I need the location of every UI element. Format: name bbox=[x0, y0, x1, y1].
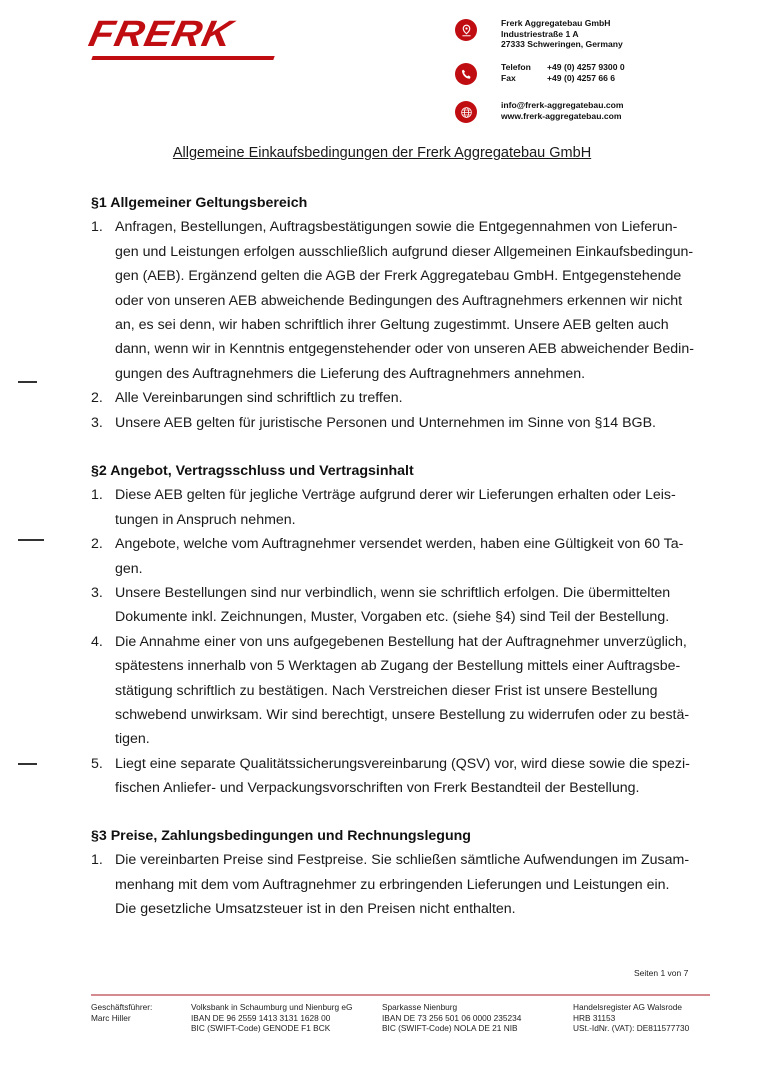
telefon-number[interactable]: +49 (0) 4257 9300 0 bbox=[547, 62, 625, 72]
text-line: Dokumente inkl. Zeichnungen, Muster, Vorgaben etc. (siehe §4) sind Teil der Bestellung. bbox=[115, 609, 670, 626]
item-number: 5. bbox=[91, 755, 103, 772]
item-number: 1. bbox=[91, 219, 103, 236]
item-number: 2. bbox=[91, 390, 103, 407]
footer-bank-volksbank bbox=[191, 1002, 352, 1034]
fold-mark bbox=[18, 381, 37, 383]
text-line: Diese AEB gelten für jegliche Verträge aufgrund derer wir Lieferungen erhalten oder Leis- bbox=[115, 487, 676, 504]
text-line: gungen des Auftragnehmers die Lieferung des Auftragnehmers annehmen. bbox=[115, 365, 586, 382]
footer-line: IBAN DE 96 2559 1413 3131 1628 00 bbox=[191, 1012, 331, 1023]
item-number: 1. bbox=[91, 487, 103, 504]
item-number: 2. bbox=[91, 536, 103, 553]
section-2 bbox=[91, 459, 701, 801]
text-line: Liegt eine separate Qualitätssicherungsvereinbarung (QSV) vor, wird diese sowie die spezi- bbox=[115, 755, 690, 772]
footer-line: Sparkasse Nienburg bbox=[382, 1002, 458, 1012]
contact-address bbox=[455, 18, 623, 49]
footer-line: BIC (SWIFT-Code) GENODE F1 BCK bbox=[191, 1023, 331, 1034]
fax-number: +49 (0) 4257 66 6 bbox=[547, 72, 616, 83]
footer-line: USt.-IdNr. (VAT): DE811577730 bbox=[573, 1023, 690, 1034]
company-name: Frerk Aggregatebau GmbH bbox=[501, 18, 611, 28]
phone-text bbox=[501, 62, 625, 83]
text-line: tigen. bbox=[115, 731, 150, 748]
footer-bank-sparkasse bbox=[382, 1002, 521, 1034]
contact-phone bbox=[455, 62, 625, 85]
page-indicator: Seiten 1 von 7 bbox=[634, 968, 689, 978]
footer-line: IBAN DE 73 256 501 06 0000 235234 bbox=[382, 1012, 522, 1023]
fax-label: Fax bbox=[501, 72, 516, 83]
logo-wordmark: FRERK bbox=[85, 14, 237, 55]
text-line: menhang mit dem vom Auftragnehmer zu erbringenden Lieferungen und Leistungen ein. bbox=[115, 876, 670, 893]
location-pin-icon bbox=[455, 19, 477, 41]
email-link[interactable]: info@frerk-aggregatebau.com bbox=[501, 100, 624, 110]
text-line: Die vereinbarten Preise sind Festpreise. Sie schließen sämtliche Aufwendungen im Zusam- bbox=[115, 852, 690, 869]
document-title: Allgemeine Einkaufsbedingungen der Frerk Aggregatebau GmbH bbox=[172, 145, 592, 161]
text-line: tungen in Anspruch nehmen. bbox=[115, 511, 296, 528]
footer-registry bbox=[573, 1002, 689, 1034]
list-item bbox=[91, 411, 701, 435]
frerk-logo bbox=[85, 14, 274, 62]
text-line: fischen Anliefer- und Verpackungsvorschriften von Frerk Bestandteil der Bestellung. bbox=[115, 780, 640, 797]
text-line: stätigung schriftlich zu bestätigen. Nach Verstreichen dieser Frist ist unsere Bestellung bbox=[115, 682, 658, 699]
globe-icon bbox=[455, 101, 477, 123]
text-line: Angebote, welche vom Auftragnehmer versendet werden, haben eine Gültigkeit von 60 Ta- bbox=[115, 536, 684, 553]
item-number: 3. bbox=[91, 585, 103, 602]
list-item bbox=[91, 215, 701, 386]
text-line: gen und Leistungen erfolgen ausschließlich aufgrund dieser Allgemeinen Einkaufsbedingun- bbox=[115, 243, 694, 260]
text-line: Unsere AEB gelten für juristische Personen und Unternehmen im Sinne von §14 BGB. bbox=[115, 414, 657, 431]
text-line: Die Annahme einer von uns aufgegebenen Bestellung hat der Auftragnehmer unverzüglich, bbox=[115, 633, 687, 650]
item-number: 1. bbox=[91, 852, 103, 869]
section-heading: §3 Preise, Zahlungsbedingungen und Rechnungslegung bbox=[91, 828, 471, 844]
footer-management bbox=[91, 1002, 152, 1023]
footer-line: Handelsregister AG Walsrode bbox=[573, 1002, 682, 1012]
text-line: spätestens innerhalb von 5 Werktagen ab Zugang der Bestellung mittels einer Auftragsbe- bbox=[115, 658, 681, 675]
text-line: gen (AEB). Ergänzend gelten die AGB der Frerk Aggregatebau GmbH. Entgegenstehende bbox=[115, 268, 682, 285]
list-item bbox=[91, 483, 701, 532]
item-number: 4. bbox=[91, 633, 103, 650]
web-text bbox=[501, 100, 624, 121]
logo-underline bbox=[91, 56, 274, 60]
list-item bbox=[91, 848, 701, 921]
text-line: Anfragen, Bestellungen, Auftragsbestätigungen sowie die Entgegennahmen von Lieferun- bbox=[115, 219, 678, 236]
footer-line: HRB 31153 bbox=[573, 1012, 616, 1023]
list-item bbox=[91, 752, 701, 801]
text-line: Alle Vereinbarungen sind schriftlich zu treffen. bbox=[115, 390, 403, 407]
section-1 bbox=[91, 191, 701, 435]
footer-divider bbox=[91, 994, 710, 996]
punch-mark bbox=[18, 539, 44, 541]
footer-line: BIC (SWIFT-Code) NOLA DE 21 NIB bbox=[382, 1023, 518, 1034]
text-line: oder von unseren AEB abweichende Bedingungen des Auftragnehmers erkennen wir nicht bbox=[115, 292, 683, 309]
section-3 bbox=[91, 824, 701, 922]
footer-line: Volksbank in Schaumburg und Nienburg eG bbox=[191, 1002, 353, 1012]
website-link[interactable]: www.frerk-aggregatebau.com bbox=[501, 110, 622, 121]
text-line: an, es sei denn, wir haben schriftlich ihrer Geltung zugestimmt. Unsere AEB gelten auch bbox=[115, 317, 669, 334]
text-line: gen. bbox=[115, 560, 143, 577]
text-line: Die gesetzliche Umsatzsteuer ist in den Preisen nicht enthalten. bbox=[115, 901, 516, 918]
section-heading: §2 Angebot, Vertragsschluss und Vertragsinhalt bbox=[91, 463, 414, 479]
city: 27333 Schweringen, Germany bbox=[501, 39, 623, 49]
phone-icon bbox=[455, 63, 477, 85]
list-item bbox=[91, 581, 701, 630]
telefon-label: Telefon bbox=[501, 62, 531, 72]
list-item bbox=[91, 386, 701, 410]
fold-mark bbox=[18, 763, 37, 765]
contact-web bbox=[455, 100, 624, 123]
text-line: Unsere Bestellungen sind nur verbindlich, wenn sie schriftlich erfolgen. Die übermittelten bbox=[115, 585, 671, 602]
section-heading: §1 Allgemeiner Geltungsbereich bbox=[91, 195, 308, 211]
footer-line: Geschäftsführer: bbox=[91, 1002, 153, 1012]
footer-line: Marc Hiller bbox=[91, 1012, 131, 1023]
street: Industriestraße 1 A bbox=[501, 28, 579, 39]
address-text bbox=[501, 18, 623, 50]
text-line: dann, wenn wir in Kenntnis entgegenstehender oder von unseren AEB abweichender Bedin- bbox=[115, 341, 694, 358]
text-line: schwebend unwirksam. Wir sind berechtigt, unsere Bestellung zu widerrufen oder zu bestä- bbox=[115, 707, 690, 724]
list-item bbox=[91, 630, 701, 752]
item-number: 3. bbox=[91, 414, 103, 431]
list-item bbox=[91, 532, 701, 581]
